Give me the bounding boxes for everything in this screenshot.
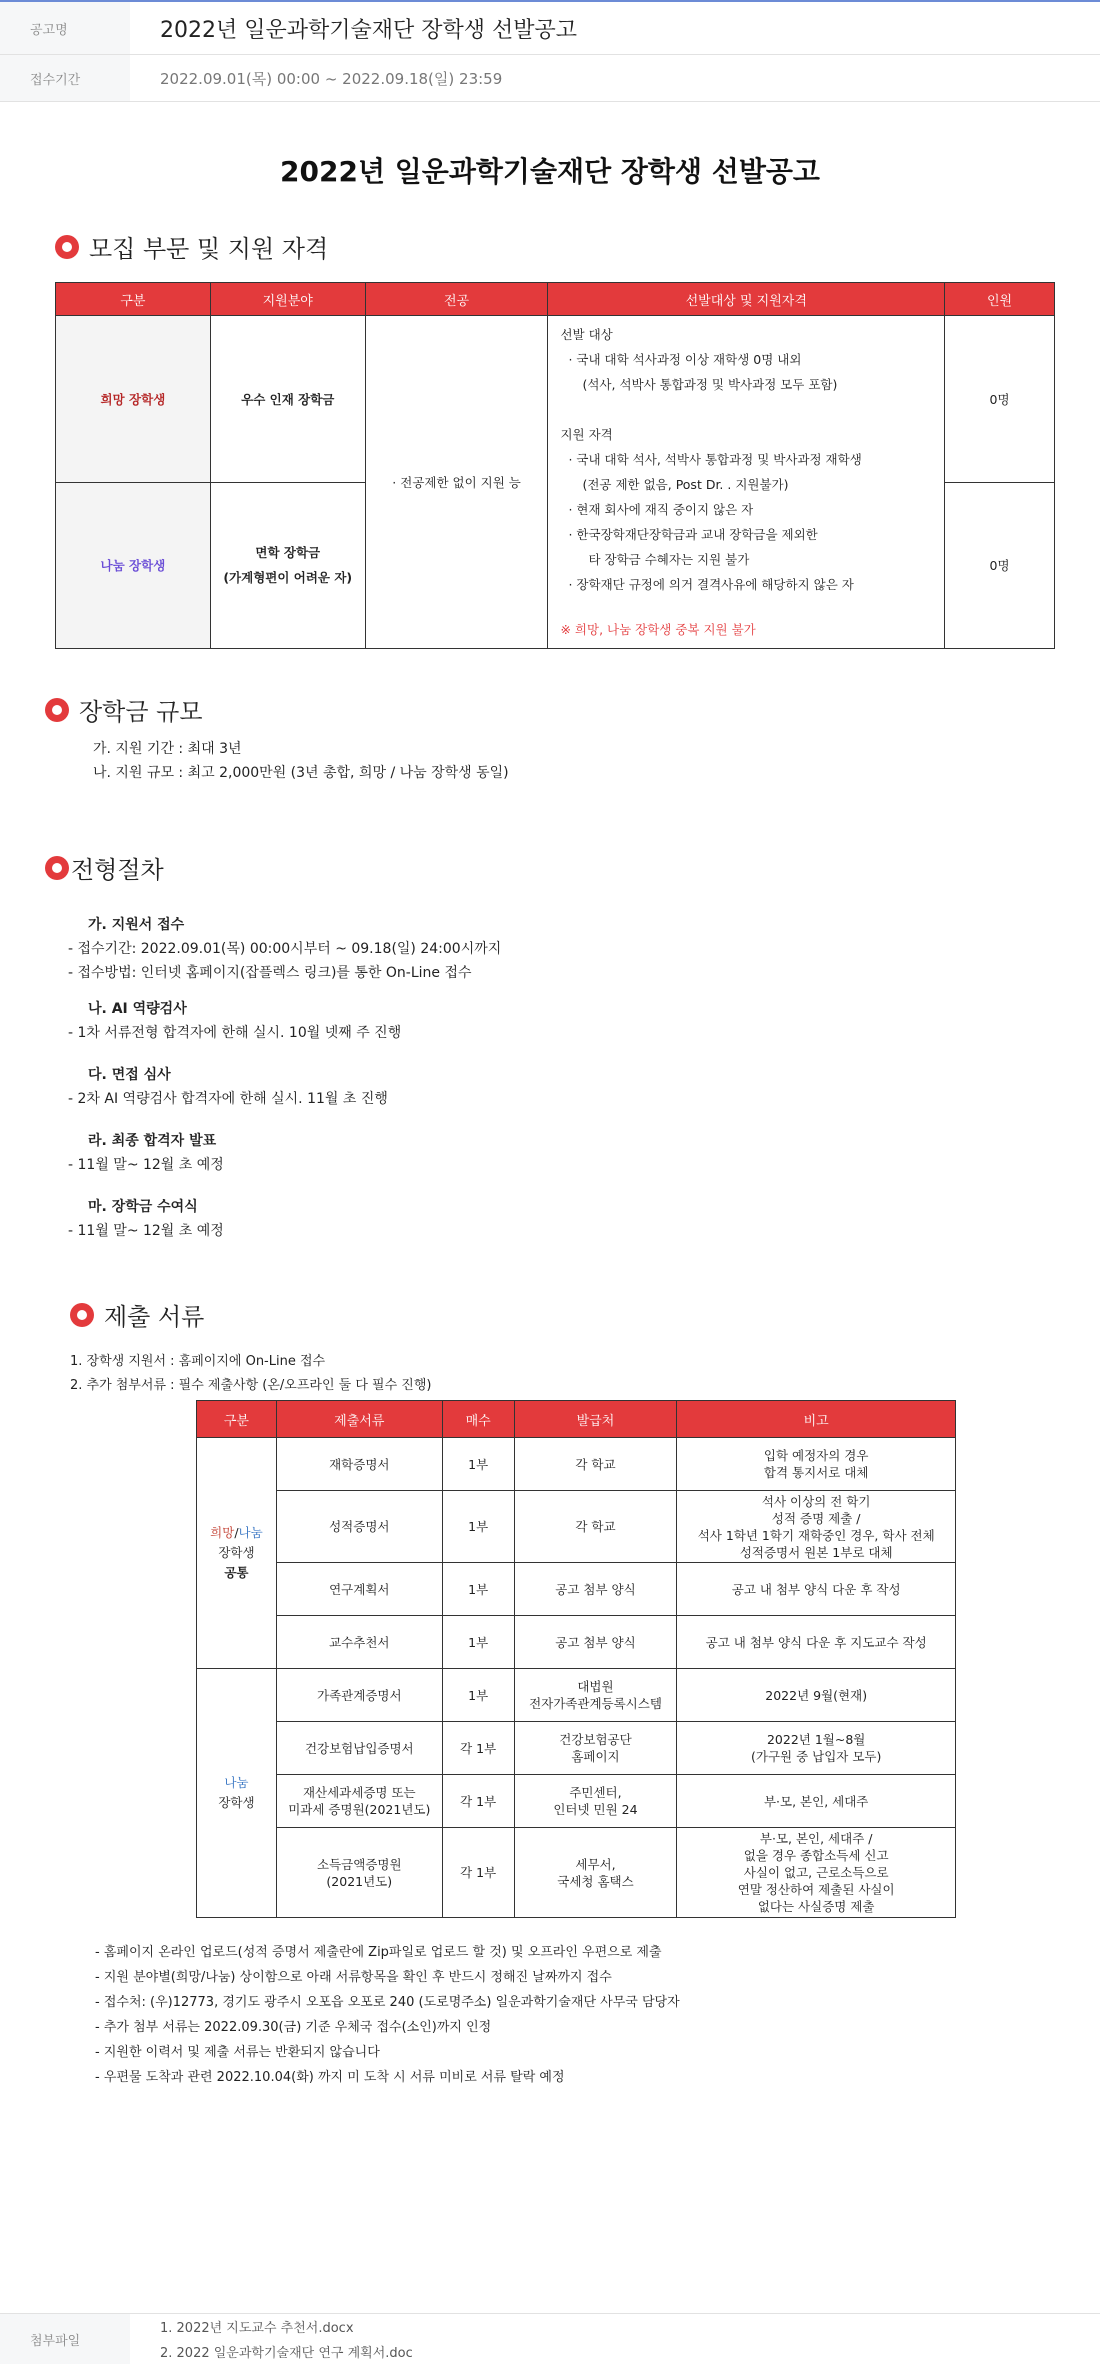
doc-note xyxy=(677,1438,956,1491)
cell-line: 재산세과세증명 또는 xyxy=(302,1785,416,1800)
doc-note xyxy=(677,1828,956,1918)
cell-line: 주민센터, xyxy=(569,1785,622,1800)
section-process-heading xyxy=(45,850,164,885)
document-title: 2022년 일운과학기술재단 장학생 선발공고 xyxy=(280,155,820,188)
group-share: 나눔 xyxy=(238,1525,263,1540)
doc-name xyxy=(276,1722,442,1775)
documents-intro xyxy=(70,1350,431,1398)
category-hope xyxy=(56,316,211,483)
doc-note xyxy=(677,1722,956,1775)
cell-line: 공고 내 첨부 양식 다운 후 지도교수 작성 xyxy=(705,1634,927,1650)
cell-line: 세무서, xyxy=(575,1856,616,1872)
doc-name xyxy=(276,1669,442,1722)
cell-line: 공고 첨부 양식 xyxy=(555,1634,636,1650)
stage-title: 마. 장학금 수여식 xyxy=(88,1199,198,1215)
doc-note xyxy=(677,1491,956,1563)
doc-issuer xyxy=(514,1563,677,1616)
cell-line: 입학 예정자의 경우 xyxy=(763,1448,869,1463)
submission-note: - 지원한 이력서 및 제출 서류는 반환되지 않습니다 xyxy=(95,2045,380,2060)
qual-line: · 한국장학재단장학금과 교내 장학금을 제외한 xyxy=(568,527,818,542)
stage-detail: - 2차 AI 역량검사 합격자에 한해 실시. 11월 초 진행 xyxy=(68,1091,388,1107)
doc-count xyxy=(442,1722,514,1775)
cell-line: 공고 첨부 양식 xyxy=(555,1581,636,1597)
amount-period: 가. 지원 기간 : 최대 3년 xyxy=(93,741,242,757)
documents-line-2: 2. 추가 첨부서류 : 필수 제출사항 (온/오프라인 둘 다 필수 진행) xyxy=(70,1378,432,1393)
doc-count xyxy=(442,1669,514,1722)
submission-notes xyxy=(95,1940,680,2090)
attachment-link[interactable]: 1. 2022년 지도교수 추천서.docx xyxy=(160,2321,354,2336)
group-hope: 희망 xyxy=(210,1525,235,1540)
process-stage xyxy=(68,1063,388,1111)
major-cell: · 전공제한 없이 지원 능 xyxy=(365,316,548,649)
qual-title: 지원 자격 xyxy=(560,427,613,442)
submission-note: - 홈페이지 온라인 업로드(성적 증명서 제출란에 Zip파일로 업로드 할 것) 및 오프라인 우편으로 제출 xyxy=(95,1945,662,1960)
doc-note xyxy=(677,1616,956,1669)
cell-line: 가족관계증명서 xyxy=(317,1687,402,1703)
doc-issuer xyxy=(514,1775,677,1828)
doc-name xyxy=(276,1491,442,1563)
cell-line: (가구원 중 납입자 모두) xyxy=(751,1749,882,1764)
section-recruitment-heading xyxy=(55,229,328,264)
doc-count xyxy=(442,1616,514,1669)
notice-title-value: 2022년 일운과학기술재단 장학생 선발공고 xyxy=(160,17,578,43)
doc-issuer xyxy=(514,1616,677,1669)
cell-line: 각 1부 xyxy=(460,1865,497,1880)
cell-line: 홈페이지 xyxy=(571,1749,620,1764)
doc-name xyxy=(276,1828,442,1918)
attachments-list xyxy=(160,2314,413,2364)
table-header: 매수 xyxy=(442,1401,514,1438)
cell-line: 연구계획서 xyxy=(329,1581,390,1597)
target-line: · 국내 대학 석사과정 이상 재학생 0명 내외 xyxy=(568,352,802,367)
table-header: 제출서류 xyxy=(276,1401,442,1438)
cell-line: 건강보험납입증명서 xyxy=(304,1740,414,1756)
process-stage xyxy=(68,1195,224,1243)
qualifications-cell xyxy=(548,316,945,649)
table-header: 구분 xyxy=(197,1401,277,1438)
group-common-note: 공통 xyxy=(224,1565,249,1580)
cell-line: 미과세 증명원(2021년도) xyxy=(288,1802,431,1817)
group2-sub: 장학생 xyxy=(218,1795,255,1810)
doc-count xyxy=(442,1563,514,1616)
cell-line: 부·모, 본인, 세대주 / xyxy=(759,1831,873,1846)
cell-line: 합격 통지서로 대체 xyxy=(763,1465,869,1480)
category-hope-label: 희망 장학생 xyxy=(100,391,166,407)
recruitment-table xyxy=(55,282,1055,649)
section-amount-heading xyxy=(45,692,203,727)
process-stage xyxy=(68,1129,224,1177)
cell-line: 성적 증명 제출 / xyxy=(771,1510,861,1526)
cell-line: 재학증명서 xyxy=(329,1456,390,1472)
cell-line: 성적증명서 원본 1부로 대체 xyxy=(739,1544,893,1560)
cell-line: 각 1부 xyxy=(460,1740,497,1756)
attachments-row xyxy=(0,2313,1100,2364)
submission-note: - 접수처: (우)12773, 경기도 광주시 오포읍 오포로 240 (도로명주소) 일운과학기술재단 사무국 담당자 xyxy=(95,1995,680,2010)
doc-name xyxy=(276,1438,442,1491)
doc-count xyxy=(442,1438,514,1491)
cell-line: 사실이 없고, 근로소득으로 xyxy=(743,1865,889,1880)
section-documents-heading xyxy=(70,1297,204,1332)
cell-line: 석사 이상의 전 학기 xyxy=(761,1493,871,1509)
notice-title-label: 공고명 xyxy=(0,2,130,54)
doc-name xyxy=(276,1775,442,1828)
doc-issuer xyxy=(514,1438,677,1491)
submission-note: - 지원 분야별(희망/나눔) 상이함으로 아래 서류항목을 확인 후 반드시 정해진 날짜까지 접수 xyxy=(95,1970,612,1985)
doc-name xyxy=(276,1616,442,1669)
cell-line: 1부 xyxy=(468,1456,489,1472)
red-circle-icon xyxy=(70,1303,94,1327)
red-circle-icon xyxy=(55,235,79,259)
qual-line: 타 장학금 수혜자는 지원 불가 xyxy=(588,552,750,567)
cell-line: (2021년도) xyxy=(326,1873,393,1889)
doc-issuer xyxy=(514,1669,677,1722)
cell-line: 대법원 xyxy=(577,1679,614,1694)
cell-line: 연말 정산하여 제출된 사실이 xyxy=(737,1882,895,1897)
red-circle-icon xyxy=(45,698,69,722)
section-documents-title: 제출 서류 xyxy=(104,1303,205,1331)
table-header: 전공 xyxy=(365,283,548,316)
target-title: 선발 대상 xyxy=(560,327,613,342)
table-header: 비고 xyxy=(677,1401,956,1438)
stage-title: 라. 최종 합격자 발표 xyxy=(88,1133,217,1149)
stage-title: 가. 지원서 접수 xyxy=(88,917,185,933)
doc-issuer xyxy=(514,1828,677,1918)
cell-line: 건강보험공단 xyxy=(559,1732,632,1747)
qual-line: · 현재 회사에 재직 중이지 않은 자 xyxy=(568,502,754,517)
cell-line: 국세청 홈택스 xyxy=(557,1873,634,1889)
period-label: 접수기간 xyxy=(0,55,130,101)
qual-line: (전공 제한 없음, Post Dr. . 지원불가) xyxy=(582,477,789,492)
doc-note xyxy=(677,1563,956,1616)
cell-line: 2022년 9월(현재) xyxy=(765,1687,868,1703)
field-share-label: 면학 장학금 xyxy=(255,545,321,561)
cell-line: 각 1부 xyxy=(460,1793,497,1809)
field-share xyxy=(210,482,365,649)
group-common xyxy=(197,1438,277,1669)
doc-note xyxy=(677,1775,956,1828)
doc-issuer xyxy=(514,1722,677,1775)
notice-title-row xyxy=(0,2,1100,55)
amount-size: 나. 지원 규모 : 최고 2,000만원 (3년 총합, 희망 / 나눔 장학생 동일) xyxy=(93,765,509,781)
cell-line: 인터넷 민원 24 xyxy=(553,1802,638,1817)
group-common-sub: 장학생 xyxy=(218,1545,255,1560)
qual-line: · 장학재단 규정에 의거 결격사유에 해당하지 않은 자 xyxy=(568,577,854,592)
red-circle-icon xyxy=(45,856,69,880)
period-value: 2022.09.01(목) 00:00 ~ 2022.09.18(일) 23:59 xyxy=(160,69,503,88)
field-share-sub: (가계형편이 어려운 자) xyxy=(223,570,353,586)
field-hope-label: 우수 인재 장학금 xyxy=(241,391,335,407)
cell-line: 성적증명서 xyxy=(329,1519,390,1534)
table-header: 발급처 xyxy=(514,1401,677,1438)
doc-issuer xyxy=(514,1491,677,1563)
documents-table xyxy=(196,1400,956,1918)
doc-count xyxy=(442,1775,514,1828)
cell-line: 석사 1학년 1학기 재학중인 경우, 학사 전체 xyxy=(697,1527,935,1543)
process-stage xyxy=(68,997,401,1045)
period-row xyxy=(0,55,1100,102)
cell-line: 1부 xyxy=(468,1519,489,1534)
doc-note xyxy=(677,1669,956,1722)
table-header: 구분 xyxy=(56,283,211,316)
stage-detail: - 1차 서류전형 합격자에 한해 실시. 10월 넷째 주 진행 xyxy=(68,1025,402,1041)
cell-line: 전자가족관계등록시스템 xyxy=(529,1696,662,1711)
target-line: (석사, 석박사 통합과정 및 박사과정 모두 포함) xyxy=(582,377,838,392)
attachments-label: 첨부파일 xyxy=(0,2314,130,2364)
amount-lines xyxy=(93,737,509,785)
table-header: 선발대상 및 지원자격 xyxy=(548,283,945,316)
category-share-label: 나눔 장학생 xyxy=(100,558,166,574)
cell-line: 없다는 사실증명 제출 xyxy=(757,1899,875,1914)
count-share: 0명 xyxy=(945,482,1055,649)
section-amount-title: 장학금 규모 xyxy=(79,698,203,726)
category-share xyxy=(56,482,211,649)
cell-line: 1부 xyxy=(468,1634,489,1650)
cell-line: 부·모, 본인, 세대주 xyxy=(763,1793,869,1809)
group-slash: / xyxy=(234,1525,239,1540)
cell-line: 없을 경우 종합소득세 신고 xyxy=(743,1848,889,1863)
cell-line: 2022년 1월~8월 xyxy=(766,1732,866,1747)
stage-detail: - 접수기간: 2022.09.01(목) 00:00시부터 ~ 09.18(일) 24:00시까지 xyxy=(68,941,502,957)
count-hope: 0명 xyxy=(945,316,1055,483)
stage-detail: - 11월 말~ 12월 초 예정 xyxy=(68,1223,224,1239)
cell-line: 소득금액증명원 xyxy=(317,1856,402,1872)
stage-title: 나. AI 역량검사 xyxy=(88,1001,187,1017)
section-recruitment-title: 모집 부문 및 지원 자격 xyxy=(89,235,329,263)
cell-line: 1부 xyxy=(468,1581,489,1597)
doc-name xyxy=(276,1563,442,1616)
doc-count xyxy=(442,1828,514,1918)
stage-detail: - 접수방법: 인터넷 홈페이지(잡플렉스 링크)를 통한 On-Line 접수 xyxy=(68,965,472,981)
cell-line: 각 학교 xyxy=(575,1456,616,1472)
duplicate-note: ※ 희망, 나눔 장학생 중복 지원 불가 xyxy=(560,622,756,637)
process-stage xyxy=(68,913,501,985)
group-share-only xyxy=(197,1669,277,1918)
field-hope xyxy=(210,316,365,483)
stage-title: 다. 면접 심사 xyxy=(88,1067,171,1083)
stage-detail: - 11월 말~ 12월 초 예정 xyxy=(68,1157,224,1173)
qual-line: · 국내 대학 석사, 석박사 통합과정 및 박사과정 재학생 xyxy=(568,452,862,467)
group2-share: 나눔 xyxy=(224,1775,249,1790)
submission-note: - 추가 첨부 서류는 2022.09.30(금) 기준 우체국 접수(소인)까지 인정 xyxy=(95,2020,492,2035)
documents-line-1: 1. 장학생 지원서 : 홈페이지에 On-Line 접수 xyxy=(70,1354,326,1369)
table-header: 지원분야 xyxy=(210,283,365,316)
table-header: 인원 xyxy=(945,283,1055,316)
doc-count xyxy=(442,1491,514,1563)
section-process-title: 전형절차 xyxy=(71,856,164,884)
cell-line: 공고 내 첨부 양식 다운 후 작성 xyxy=(731,1581,901,1597)
attachment-link[interactable]: 2. 2022 일운과학기술재단 연구 계획서.doc xyxy=(160,2346,413,2361)
submission-note: - 우편물 도착과 관련 2022.10.04(화) 까지 미 도착 시 서류 미비로 서류 탈락 예정 xyxy=(95,2070,565,2085)
cell-line: 교수추천서 xyxy=(329,1634,390,1650)
cell-line: 각 학교 xyxy=(575,1519,616,1534)
cell-line: 1부 xyxy=(468,1687,489,1703)
